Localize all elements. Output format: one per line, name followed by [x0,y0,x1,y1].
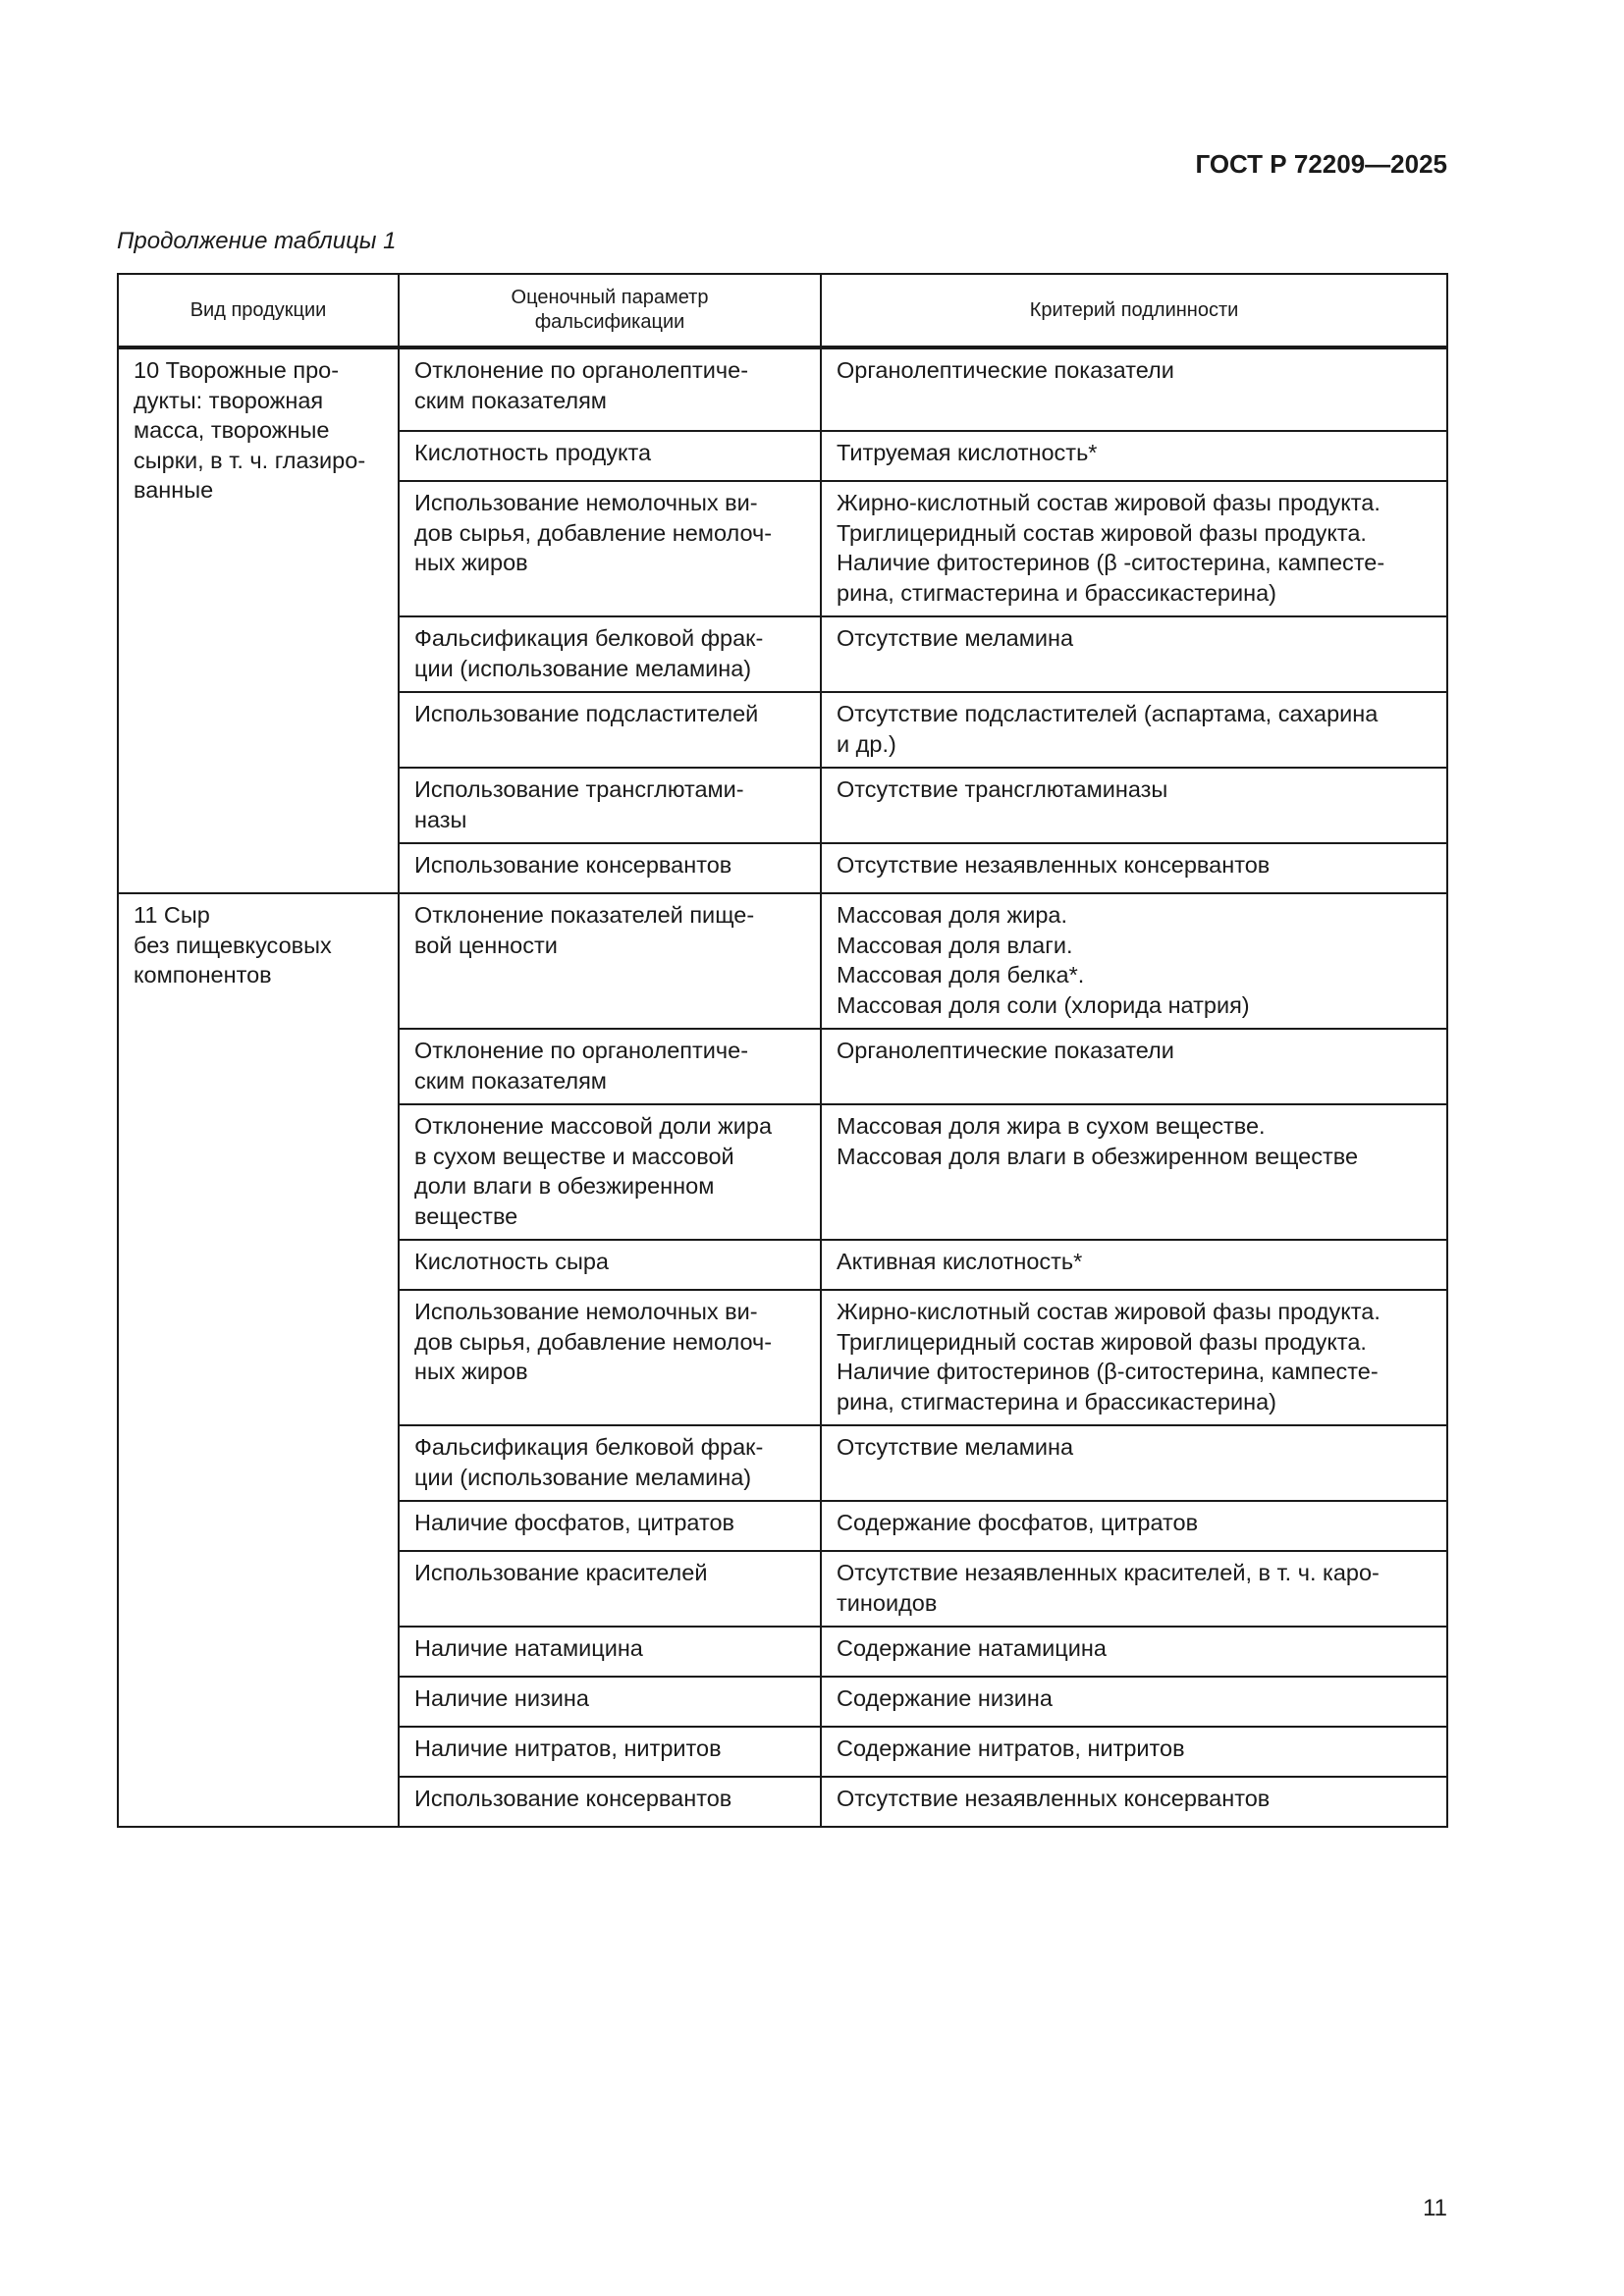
criterion-cell: Активная кислотность* [821,1240,1447,1290]
column-header-product: Вид продукции [118,274,399,347]
parameter-cell: Фальсификация белковой фрак- ции (использование меламина) [399,616,821,692]
column-header-criterion: Критерий подлинности [821,274,1447,347]
criterion-cell: Жирно-кислотный состав жировой фазы продукта. Триглицеридный состав жировой фазы продукта. Наличие фитостеринов (β -ситостерина, кампесте- рина, стигмастерина и брассикастерина) [821,481,1447,616]
table-body [118,347,1447,1827]
parameter-cell: Кислотность сыра [399,1240,821,1290]
parameter-cell: Отклонение по органолептиче- ским показателям [399,347,821,431]
parameter-cell: Использование подсластителей [399,692,821,768]
falsification-table [117,273,1448,1828]
criterion-cell: Массовая доля жира. Массовая доля влаги. Массовая доля белка*. Массовая доля соли (хлорида натрия) [821,893,1447,1029]
parameter-cell: Отклонение массовой доли жира в сухом веществе и массовой доли влаги в обезжиренном веществе [399,1104,821,1240]
criterion-cell: Отсутствие подсластителей (аспартама, сахарина и др.) [821,692,1447,768]
criterion-cell: Титруемая кислотность* [821,431,1447,481]
criterion-cell: Отсутствие незаявленных консервантов [821,1777,1447,1827]
product-type-cell: 11 Сыр без пищевкусовых компонентов [118,893,399,1827]
criterion-cell: Органолептические показатели [821,1029,1447,1104]
criterion-cell: Массовая доля жира в сухом веществе. Массовая доля влаги в обезжиренном веществе [821,1104,1447,1240]
parameter-cell: Наличие натамицина [399,1627,821,1677]
parameter-cell: Использование трансглютами- назы [399,768,821,843]
parameter-cell: Использование немолочных ви- дов сырья, добавление немолоч- ных жиров [399,1290,821,1425]
criterion-cell: Содержание нитратов, нитритов [821,1727,1447,1777]
column-header-parameter: Оценочный параметр фальсификации [399,274,821,347]
parameter-cell: Фальсификация белковой фрак- ции (использование меламина) [399,1425,821,1501]
criterion-cell: Органолептические показатели [821,347,1447,431]
criterion-cell: Отсутствие незаявленных консервантов [821,843,1447,893]
parameter-cell: Наличие нитратов, нитритов [399,1727,821,1777]
parameter-cell: Отклонение по органолептиче- ским показателям [399,1029,821,1104]
parameter-cell: Наличие фосфатов, цитратов [399,1501,821,1551]
parameter-cell: Использование красителей [399,1551,821,1627]
table-caption: Продолжение таблицы 1 [117,228,397,254]
criterion-cell: Отсутствие меламина [821,1425,1447,1501]
parameter-cell: Кислотность продукта [399,431,821,481]
criterion-cell: Отсутствие трансглютаминазы [821,768,1447,843]
table-header-row [118,274,1447,347]
criterion-cell: Отсутствие меламина [821,616,1447,692]
criterion-cell: Отсутствие незаявленных красителей, в т. ч. каро- тиноидов [821,1551,1447,1627]
product-type-cell: 10 Творожные про- дукты: творожная масса, творожные сырки, в т. ч. глазиро- ванные [118,347,399,893]
criterion-cell: Содержание низина [821,1677,1447,1727]
table-row [118,347,1447,431]
page-number: 11 [1423,2195,1447,2221]
parameter-cell: Использование консервантов [399,843,821,893]
parameter-cell: Использование консервантов [399,1777,821,1827]
parameter-cell: Наличие низина [399,1677,821,1727]
criterion-cell: Жирно-кислотный состав жировой фазы продукта. Триглицеридный состав жировой фазы продукта. Наличие фитостеринов (β-ситостерина, кампесте- рина, стигмастерина и брассикастерина) [821,1290,1447,1425]
parameter-cell: Отклонение показателей пище- вой ценности [399,893,821,1029]
criterion-cell: Содержание натамицина [821,1627,1447,1677]
criterion-cell: Содержание фосфатов, цитратов [821,1501,1447,1551]
table-row [118,893,1447,1029]
document-code: ГОСТ Р 72209—2025 [1195,149,1447,179]
parameter-cell: Использование немолочных ви- дов сырья, добавление немолоч- ных жиров [399,481,821,616]
